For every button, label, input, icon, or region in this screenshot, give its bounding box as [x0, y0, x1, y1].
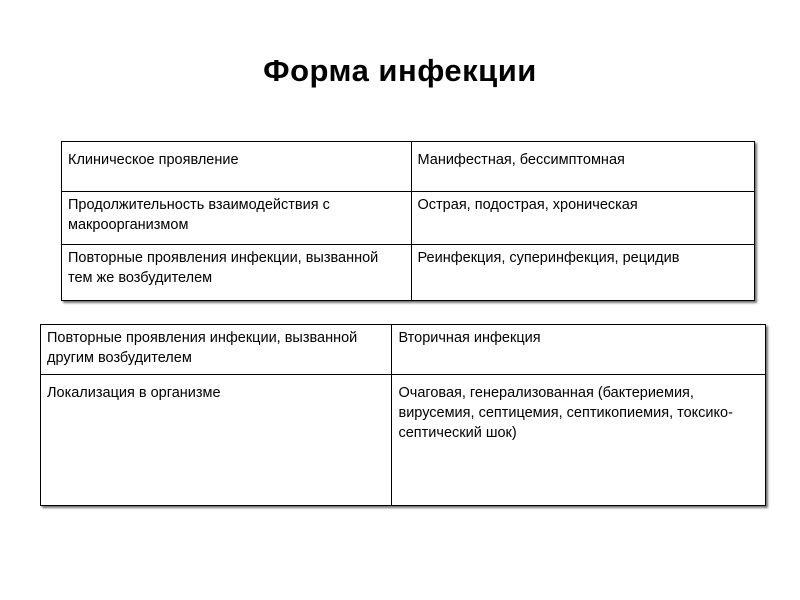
page-title: Форма инфекции: [263, 53, 537, 88]
table-row: [62, 142, 755, 192]
table-row: [62, 245, 755, 301]
table-cell-value: Острая, подострая, хроническая: [411, 192, 754, 245]
table-cell-label: Локализация в организме: [41, 375, 392, 506]
table-cell-value: Очаговая, генерализованная (бактериемия, вирусемия, септицемия, септикопиемия, токсико-септический шок): [392, 375, 766, 506]
infection-form-table-2: [40, 324, 766, 506]
table-cell-label: Повторные проявления инфекции, вызванной другим возбудителем: [41, 325, 392, 375]
table-cell-label: Клиническое проявление: [62, 142, 412, 192]
table-cell-label: Продолжительность взаимодействия с макроорганизмом: [62, 192, 412, 245]
infection-form-table-1: [61, 141, 755, 301]
table-cell-value: Реинфекция, суперинфекция, рецидив: [411, 245, 754, 301]
table-cell-value: Вторичная инфекция: [392, 325, 766, 375]
table-row: [41, 325, 766, 375]
table-cell-label: Повторные проявления инфекции, вызванной тем же возбудителем: [62, 245, 412, 301]
table-cell-value: Манифестная, бессимптомная: [411, 142, 754, 192]
table-row: [41, 375, 766, 506]
table-row: [62, 192, 755, 245]
